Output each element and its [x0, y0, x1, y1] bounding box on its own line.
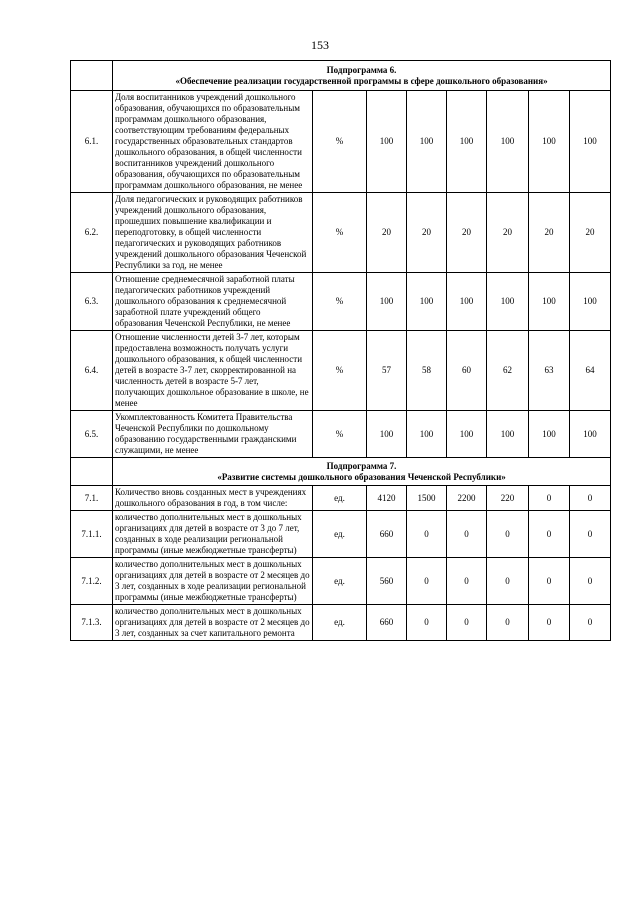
value-cell: 100	[367, 411, 407, 458]
indicator-row	[71, 193, 611, 273]
value-cell: 20	[447, 193, 487, 273]
value-cell: 0	[529, 511, 570, 558]
value-cell: 100	[447, 411, 487, 458]
subprogram-6-header-row	[71, 61, 611, 91]
indicator-row	[71, 558, 611, 605]
value-cell: 100	[447, 273, 487, 331]
row-number: 7.1.3.	[71, 605, 113, 641]
value-cell: 0	[407, 558, 447, 605]
value-cell: 2200	[447, 486, 487, 511]
value-cell: 63	[529, 331, 570, 411]
value-cell: 660	[367, 605, 407, 641]
value-cell: 100	[367, 273, 407, 331]
unit-cell: %	[313, 331, 367, 411]
indicator-description: Доля воспитанников учреждений дошкольного образования, обучающихся по образовательным программам дошкольного образования, соответствующим требованиям федеральных государственных образовательных стандартов дошкольного образования, в общей численности воспитанников учреждений дошкольного образования, обучающихся по образовательным программам дошкольного образования, не менее	[113, 91, 313, 193]
subprogram-7-title: Подпрограмма 7.	[326, 460, 397, 471]
value-cell: 660	[367, 511, 407, 558]
unit-cell: %	[313, 273, 367, 331]
value-cell: 20	[407, 193, 447, 273]
value-cell: 100	[407, 91, 447, 193]
value-cell: 60	[447, 331, 487, 411]
value-cell: 560	[367, 558, 407, 605]
indicator-row	[71, 273, 611, 331]
value-cell: 100	[447, 91, 487, 193]
value-cell: 0	[529, 558, 570, 605]
value-cell: 20	[570, 193, 611, 273]
value-cell: 100	[529, 273, 570, 331]
unit-cell: ед.	[313, 558, 367, 605]
subprogram-7-header-row	[71, 458, 611, 486]
value-cell: 100	[570, 411, 611, 458]
value-cell: 0	[407, 511, 447, 558]
subprogram-6-name: «Обеспечение реализации государственной программы в сфере дошкольного образования»	[175, 75, 548, 86]
value-cell: 64	[570, 331, 611, 411]
unit-cell: ед.	[313, 605, 367, 641]
value-cell: 0	[447, 511, 487, 558]
value-cell: 100	[487, 91, 529, 193]
unit-cell: %	[313, 193, 367, 273]
subprogram-6-title: Подпрограмма 6.	[326, 64, 397, 75]
indicator-description: Укомплектованность Комитета Правительства Чеченской Республики по дошкольному образованию государственными гражданскими служащими, не менее	[113, 411, 313, 458]
subprogram-header-num-cell	[71, 61, 113, 91]
value-cell: 100	[407, 273, 447, 331]
indicator-description: Отношение численности детей 3-7 лет, которым предоставлена возможность получать услуги дошкольного образования, к общей численности детей в возрасте 3-7 лет, скорректированной на численность детей в возрасте 5-7 лет, получающих дошкольное образование в школе, не менее	[113, 331, 313, 411]
value-cell: 57	[367, 331, 407, 411]
value-cell: 0	[407, 605, 447, 641]
value-cell: 100	[487, 273, 529, 331]
indicator-row	[71, 411, 611, 458]
row-number: 6.5.	[71, 411, 113, 458]
value-cell: 0	[447, 605, 487, 641]
value-cell: 100	[570, 91, 611, 193]
row-number: 6.4.	[71, 331, 113, 411]
page-number: 153	[311, 38, 329, 52]
row-number: 7.1.1.	[71, 511, 113, 558]
value-cell: 100	[487, 411, 529, 458]
value-cell: 0	[529, 605, 570, 641]
value-cell: 0	[487, 605, 529, 641]
indicators-table	[70, 60, 611, 641]
value-cell: 1500	[407, 486, 447, 511]
indicator-description: количество дополнительных мест в дошкольных организациях для детей в возрасте от 3 до 7 лет, созданных в ходе реализации региональной программы (иные межбюджетные трансферты)	[113, 511, 313, 558]
subprogram-7-name: «Развитие системы дошкольного образования Чеченской Республики»	[217, 471, 506, 482]
row-number: 7.1.	[71, 486, 113, 511]
indicator-row	[71, 511, 611, 558]
indicator-description: количество дополнительных мест в дошкольных организациях для детей в возрасте от 2 месяцев до 3 лет, созданных за счет капитального ремонта	[113, 605, 313, 641]
value-cell: 0	[570, 605, 611, 641]
indicator-description: Отношение среднемесячной заработной платы педагогических работников учреждений дошкольного образования к среднемесячной заработной плате учреждений общего образования Чеченской Республики, не менее	[113, 273, 313, 331]
table-body	[71, 61, 611, 641]
value-cell: 0	[570, 486, 611, 511]
value-cell: 0	[487, 511, 529, 558]
unit-cell: ед.	[313, 511, 367, 558]
value-cell: 20	[529, 193, 570, 273]
indicator-description: Доля педагогических и руководящих работников учреждений дошкольного образования, прошедших повышение квалификации и переподготовку, в общей численности педагогических и руководящих работников учреждений дошкольного образования Чеченской Республики за год, не менее	[113, 193, 313, 273]
indicator-description: количество дополнительных мест в дошкольных организациях для детей в возрасте от 2 месяцев до 3 лет, созданных в ходе реализации региональной программы (иные межбюджетные трансферты)	[113, 558, 313, 605]
indicator-row	[71, 331, 611, 411]
value-cell: 220	[487, 486, 529, 511]
value-cell: 20	[487, 193, 529, 273]
indicator-row	[71, 486, 611, 511]
subprogram-7-header	[113, 458, 611, 486]
value-cell: 0	[570, 558, 611, 605]
value-cell: 100	[529, 91, 570, 193]
unit-cell: %	[313, 91, 367, 193]
indicator-row	[71, 605, 611, 641]
value-cell: 20	[367, 193, 407, 273]
value-cell: 0	[529, 486, 570, 511]
value-cell: 100	[529, 411, 570, 458]
value-cell: 58	[407, 331, 447, 411]
unit-cell: ед.	[313, 486, 367, 511]
value-cell: 100	[407, 411, 447, 458]
value-cell: 0	[447, 558, 487, 605]
row-number: 6.1.	[71, 91, 113, 193]
value-cell: 0	[487, 558, 529, 605]
row-number: 6.3.	[71, 273, 113, 331]
unit-cell: %	[313, 411, 367, 458]
value-cell: 62	[487, 331, 529, 411]
row-number: 7.1.2.	[71, 558, 113, 605]
value-cell: 100	[570, 273, 611, 331]
value-cell: 100	[367, 91, 407, 193]
row-number: 6.2.	[71, 193, 113, 273]
value-cell: 4120	[367, 486, 407, 511]
indicator-row	[71, 91, 611, 193]
value-cell: 0	[570, 511, 611, 558]
indicator-description: Количество вновь созданных мест в учреждениях дошкольного образования в год, в том числе:	[113, 486, 313, 511]
subprogram-header-num-cell	[71, 458, 113, 486]
subprogram-6-header	[113, 61, 611, 91]
